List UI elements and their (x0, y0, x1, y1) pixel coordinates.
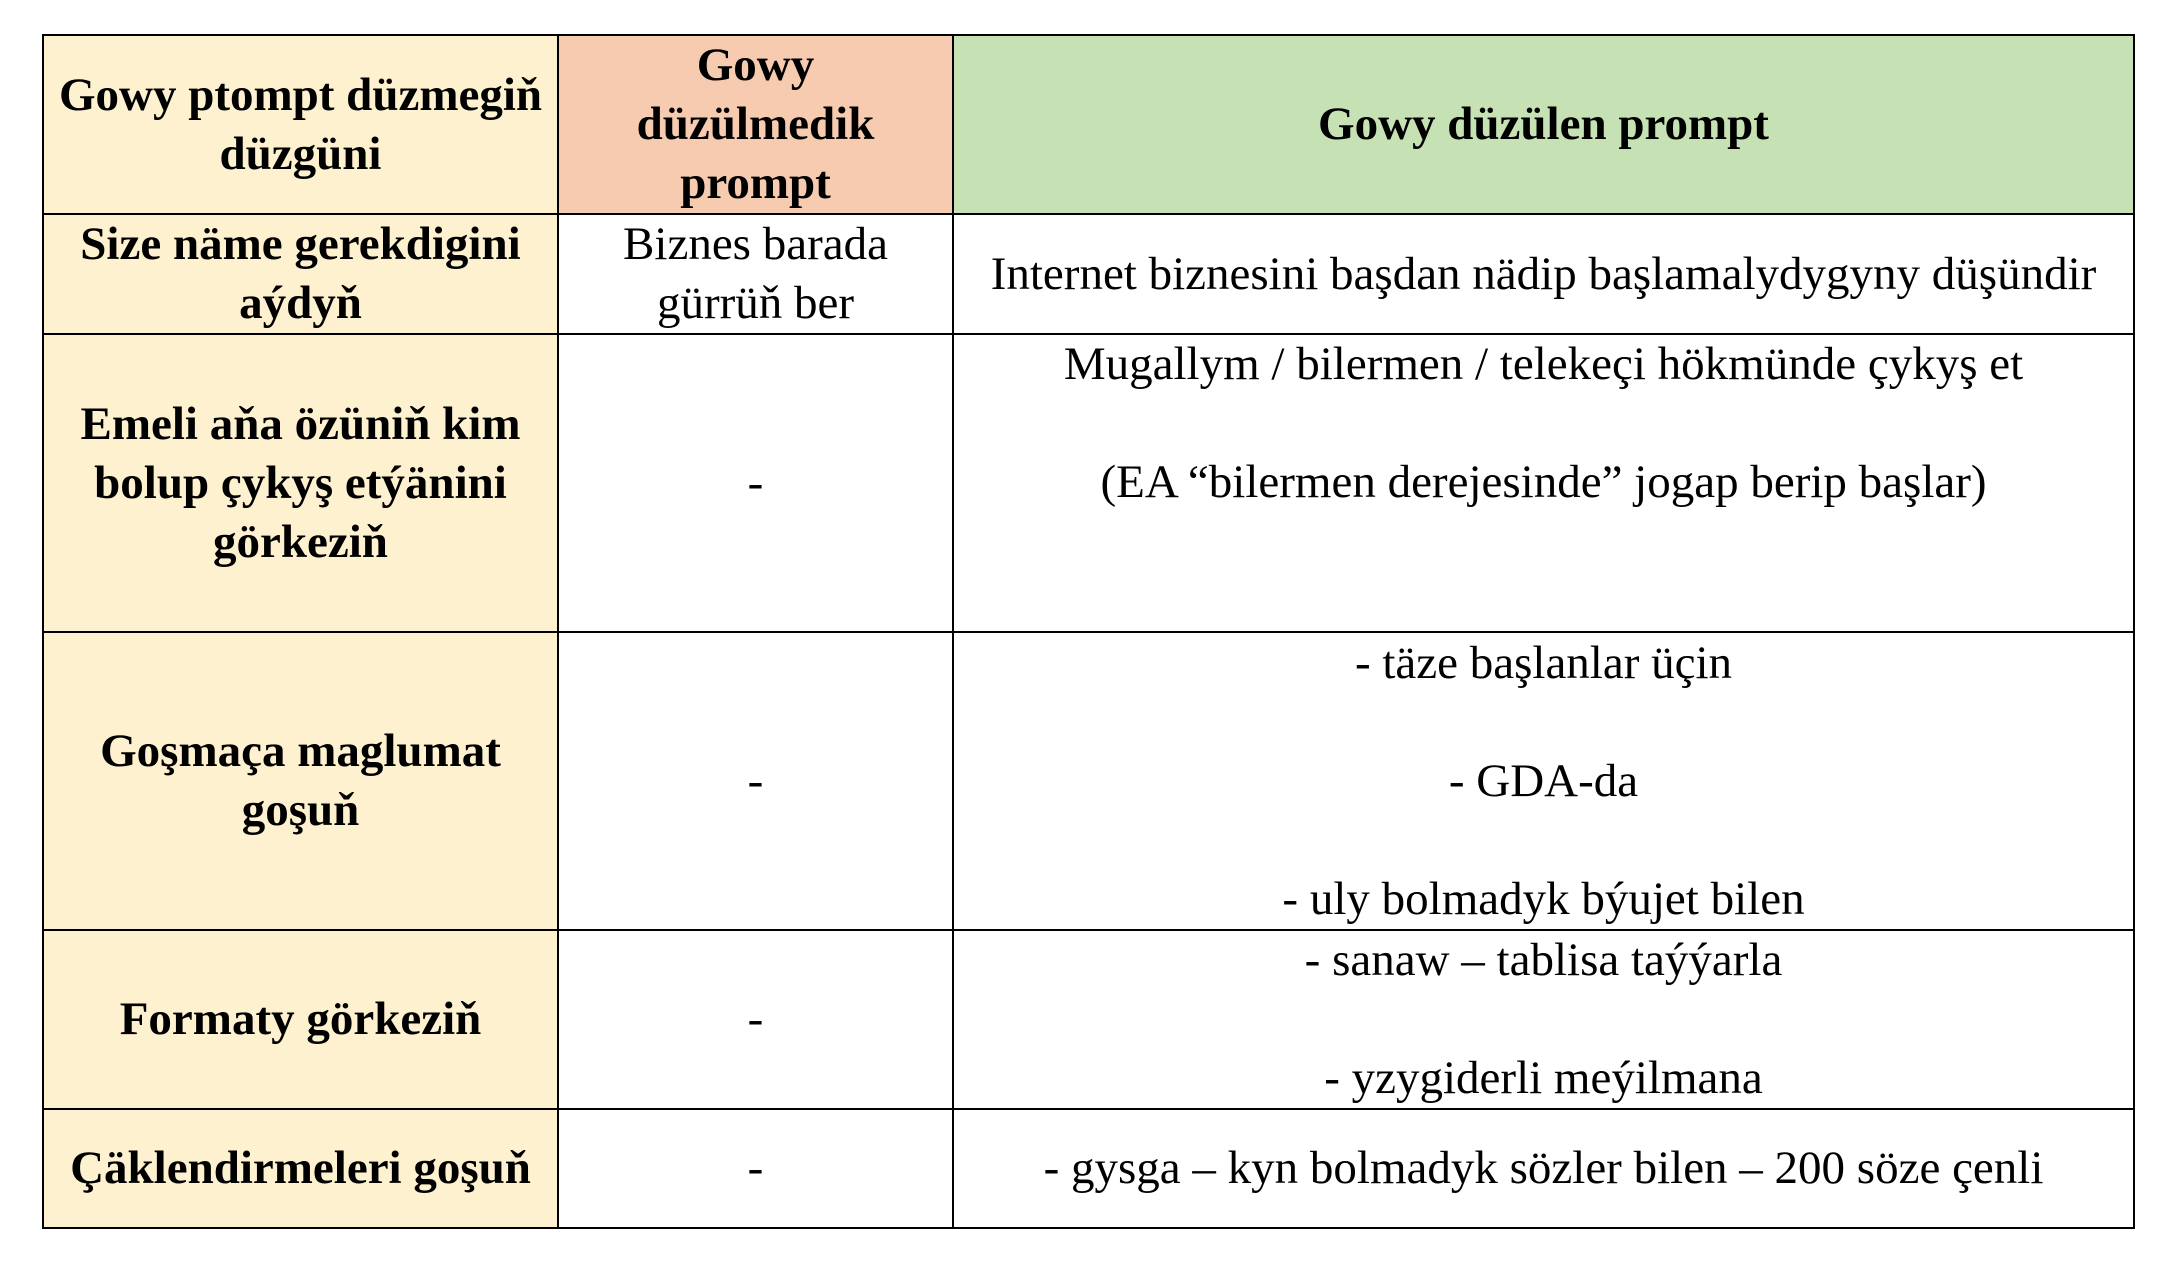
header-bad-prompt: Gowy düzülmedik prompt (558, 35, 953, 214)
rule-cell: Size näme gerekdigini aýdyň (43, 214, 558, 334)
line-spacer (968, 990, 2119, 1049)
good-prompt-line: Mugallym / bilermen / telekeçi hökmünde çykyş et (1063, 338, 2024, 390)
header-good-prompt: Gowy düzülen prompt (953, 35, 2134, 214)
rule-cell: Emeli aňa özüniň kim bolup çykyş etýänini görkeziň (43, 334, 558, 632)
good-prompt-line: - uly bolmadyk býujet bilen (1282, 872, 1805, 925)
good-prompt-line: - sanaw – tablisa taýýarla (1304, 934, 1783, 986)
line-spacer (968, 394, 2119, 453)
good-prompt-cell (953, 632, 2134, 930)
rule-cell: Goşmaça maglumat goşuň (43, 632, 558, 930)
table-row (43, 1109, 2134, 1228)
good-prompt-line: - GDA-da (1448, 754, 1639, 807)
good-prompt-cell (953, 214, 2134, 334)
good-prompt-line: Internet biznesini başdan nädip başlamalydygyny düşündir (990, 247, 2097, 300)
bad-prompt-cell: - (558, 632, 953, 930)
rule-cell: Formaty görkeziň (43, 930, 558, 1109)
header-principle: Gowy ptompt düzmegiň düzgüni (43, 35, 558, 214)
good-prompt-line: - täze başlanlar üçin (1354, 636, 1733, 689)
rule-cell: Çäklendirmeleri goşuň (43, 1109, 558, 1228)
table-row (43, 930, 2134, 1109)
bad-prompt-cell: - (558, 334, 953, 632)
good-prompt-cell (953, 334, 2134, 632)
table-header-row (43, 35, 2134, 214)
line-spacer (968, 811, 2119, 870)
prompt-rules-table-container (42, 34, 2133, 1229)
table-row (43, 214, 2134, 334)
table-row (43, 334, 2134, 632)
line-spacer (968, 693, 2119, 752)
good-prompt-line: - gysga – kyn bolmadyk sözler bilen – 200 söze çenli (1043, 1142, 2044, 1194)
good-prompt-line: - yzygiderli meýilmana (1324, 1052, 1763, 1104)
bad-prompt-cell: - (558, 1109, 953, 1228)
prompt-rules-table (42, 34, 2135, 1229)
bad-prompt-cell: - (558, 930, 953, 1109)
good-prompt-cell (953, 1109, 2134, 1228)
good-prompt-line: (EA “bilermen derejesinde” jogap berip başlar) (1100, 456, 1987, 508)
good-prompt-cell (953, 930, 2134, 1109)
table-row (43, 632, 2134, 930)
bad-prompt-cell: Biznes barada gürrüň ber (558, 214, 953, 334)
